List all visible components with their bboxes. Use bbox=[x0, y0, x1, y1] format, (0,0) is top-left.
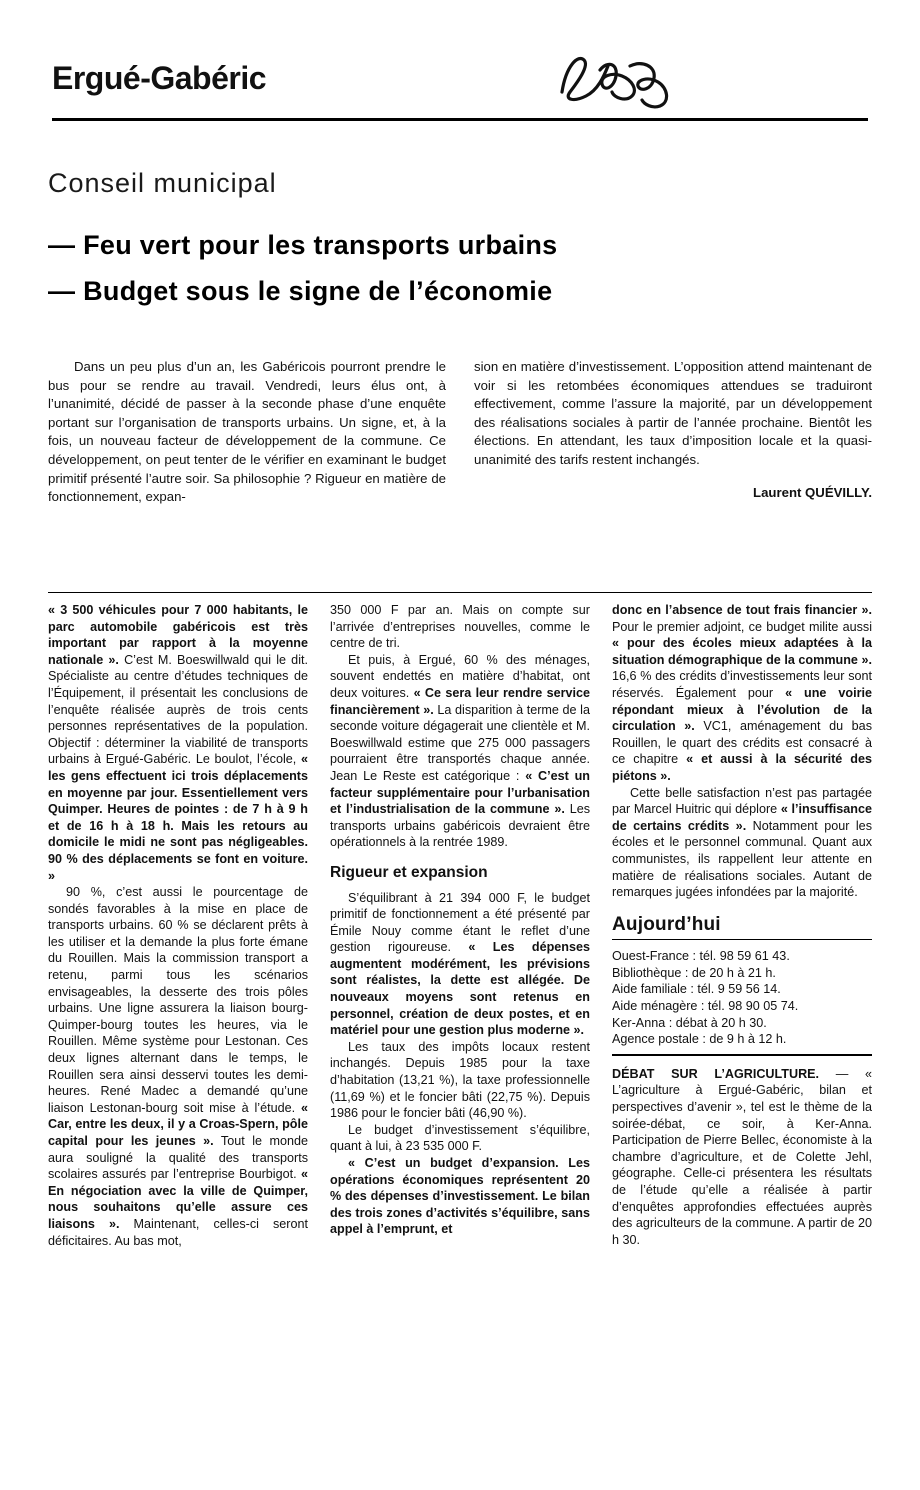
section-divider-aujourdhui bbox=[612, 939, 872, 940]
c1-text-4: Maintenant, celles-ci seront déficitaires. Au bas mot, bbox=[48, 1216, 309, 1248]
c2-text-4: S’équilibrant à 21 394 000 F, le budget primitif de fonctionnement a été présenté par Émile Nouy comme étant le reflet d’une gestion rigoureuse. bbox=[330, 890, 590, 955]
list-item: Aide familiale : tél. 9 59 56 14. bbox=[612, 982, 781, 997]
c3-paragraph-2 bbox=[612, 785, 872, 901]
list-item: Aide ménagère : tél. 98 90 05 74. bbox=[612, 999, 799, 1014]
masthead-divider bbox=[52, 118, 868, 121]
c1-quote-1: « 3 500 véhicules pour 7 000 habitants, le parc automobile gabéricois est très important par rapport à la moyenne nationale ». bbox=[48, 603, 308, 667]
c2-text-1: Et puis, à Ergué, 60 % des ménages, souvent endettés en matière d’habitat, ont deux voitures. bbox=[330, 652, 590, 700]
c3-quote-1: donc en l’absence de tout frais financier ». bbox=[612, 603, 872, 617]
c1-paragraph-2 bbox=[48, 884, 308, 1249]
c1-quote-2: « les gens effectuent ici trois déplacements en moyenne par jour. Essentiellement vers Quimper. Heures de pointes : de 7 h à 9 h et de 16 h à 18 h. Mais les retours au domicile le midi ne sont pas négligeables. 90 % des déplacements se font en voiture. » bbox=[48, 752, 308, 883]
kicker: Conseil municipal bbox=[48, 168, 277, 198]
c2-quote-3: « Les dépenses augmentent modérément, les prévisions sont réalistes, la dette est allégée. De nouveaux moyens sont retenus en personnel, création de deux postes, et en matériel pour une gestion plus moderne ». bbox=[330, 940, 590, 1038]
agenda-title: DÉBAT SUR L’AGRICULTURE. bbox=[612, 1066, 820, 1081]
c3-text-3: VC1, aménagement du bas Rouillen, le quart des crédits est consacré à ce chapitre bbox=[612, 719, 872, 767]
c2-quote-2: « C’est un facteur supplémentaire pour l’urbanisation et l’industrialisation de la commune ». bbox=[330, 768, 590, 817]
lead-column-1 bbox=[48, 358, 446, 507]
masthead bbox=[52, 58, 868, 120]
byline: Laurent QUÉVILLY. bbox=[753, 484, 872, 500]
subheading-rigueur-et-expansion: Rigueur et expansion bbox=[330, 863, 488, 881]
c1-quote-3: « Car, entre les deux, il y a Croas-Spern, pôle capital pour les jeunes ». bbox=[48, 1100, 308, 1148]
list-item: Ker-Anna : débat à 20 h 30. bbox=[612, 1015, 767, 1030]
agenda-text: — « L’agriculture à Ergué-Gabéric, bilan et perspectives d’avenir », tel est le thème de la soirée-débat, ce soir, à Ker-Anna. Participation de Pierre Bellec, économiste à la chambre d’agriculture, et de Colette Jehl, géographe. Celle-ci présentera les résultats de l’étude qu’elle a réalisée à partir d’enquêtes approfondies effectuées auprès des agriculteurs de la commune. A partir de 20 h 30. bbox=[612, 1066, 872, 1247]
c2-text-3: Les transports urbains gabéricois devraient être opérationnels à la rentrée 1989. bbox=[330, 802, 591, 850]
c3-quote-4: « et aussi à la sécurité des piétons ». bbox=[612, 752, 872, 783]
agenda-paragraph bbox=[612, 1066, 872, 1249]
agenda-block bbox=[612, 1066, 872, 1249]
c2-paragraph-5: Le budget d’investissement s’équilibre, quant à lui, à 23 535 000 F. bbox=[330, 1122, 590, 1154]
body-column-3 bbox=[612, 602, 872, 1249]
c3-paragraph-1 bbox=[612, 602, 872, 785]
c1-text-1: C’est M. Boeswillwald qui le dit. Spécialiste au centre d’études techniques de l’Équipement, il présentait les conclusions de l’enquête réalisée auprès de trois cents personnes représentatives de la population. Objectif : déterminer la viabilité de transports urbains à Ergué-Gabéric. Le boulot, l’école, bbox=[48, 652, 308, 767]
lead-section bbox=[48, 358, 872, 507]
section-divider-agenda bbox=[612, 1054, 872, 1056]
c2-paragraph-1: 350 000 F par an. Mais on compte sur l’arrivée d’entreprises nouvelles, comme le centre de tri. bbox=[330, 603, 590, 651]
c3-text-4: Cette belle satisfaction n’est pas partagée par Marcel Huitric qui déplore bbox=[612, 785, 872, 817]
c3-text-2: 16,6 % des crédits d’investissements leur sont réservés. Également pour bbox=[612, 669, 872, 700]
c2-paragraph-3 bbox=[330, 890, 590, 1039]
list-item: Bibliothèque : de 20 h à 21 h. bbox=[612, 965, 776, 980]
c2-quote-1: « Ce sera leur rendre service financièrement ». bbox=[330, 685, 590, 717]
c2-quote-4: « C’est un budget d’expansion. Les opérations économiques représentent 20 % des dépenses d’investissement. Le bilan des trois zones d’activités s’équilibre, sans appel à l’emprunt, et bbox=[330, 1156, 590, 1237]
c1-quote-4: « En négociation avec la ville de Quimper, nous souhaitons qu’elle assure ces liaisons ». bbox=[48, 1167, 308, 1231]
c1-text-3: Tout le monde aura souligné la qualité des transports scolaires assurés par l’entreprise Bourbigot. bbox=[48, 1134, 308, 1182]
headline bbox=[48, 222, 872, 314]
c2-paragraph-4: Les taux des impôts locaux restent inchangés. Depuis 1985 pour la taxe d’habitation (13,21 %), la taxe professionnelle (11,69 %) et le foncier bâti (22,75 %). Depuis 1986 pour le foncier bâti (46,90 %). bbox=[330, 1039, 590, 1121]
body-divider bbox=[48, 592, 872, 593]
c3-quote-2: « pour des écoles mieux adaptées à la situation démographique de la commune ». bbox=[612, 636, 872, 667]
c3-text-5: Notamment pour les écoles et le personnel communal. Quant aux communistes, ils rappellent leur attente en matière de réalisations sociales. Autant de remarques jugées infondées par la majorité. bbox=[612, 818, 872, 900]
headline-line-1: — Feu vert pour les transports urbains bbox=[48, 230, 558, 260]
body-column-1 bbox=[48, 602, 308, 1249]
c1-text-2: 90 %, c’est aussi le pourcentage de sondés favorables à la mise en place de transports urbains. 60 % se déclarent prêts à les utiliser et la demande la plus forte émane du Rouillen. Mais la commission transport a retenu, parmi tous les scénarios envisageables, la desserte des trois pôles urbains. Une ligne assurera la liaison bourg-Quimper-bourg toutes les heures, via le Rouillen. Même système pour Lestonan. Ces deux lignes alternant dans le temps, le Rouillen sera ainsi desservi toutes les demi-heures. René Madec a demandé qu’une liaison Lestonan-bourg soit mise à l’étude. bbox=[48, 885, 308, 1115]
c3-text-1: Pour le premier adjoint, ce budget milite aussi bbox=[612, 619, 872, 634]
headline-line-2: — Budget sous le signe de l’économie bbox=[48, 276, 553, 306]
body-columns bbox=[48, 602, 872, 1249]
page-title: Ergué-Gabéric bbox=[52, 60, 267, 96]
lead-column-2 bbox=[474, 358, 872, 507]
c2-paragraph-6 bbox=[330, 1155, 590, 1238]
list-item: Agence postale : de 9 h à 12 h. bbox=[612, 1032, 787, 1047]
c2-text-2: La disparition à terme de la seconde voiture dégagerait une clientèle et M. Boeswillwald estime que 275 000 passagers pourraient être transportés chaque année. Jean Le Reste est catégorique : bbox=[330, 702, 590, 783]
body-column-2 bbox=[330, 602, 590, 1249]
c3-quote-5: « l’insuffisance de certains crédits ». bbox=[612, 802, 872, 833]
today-info-list bbox=[612, 948, 872, 1048]
list-item: Ouest-France : tél. 98 59 61 43. bbox=[612, 949, 790, 964]
c2-paragraph-2 bbox=[330, 652, 590, 851]
section-title-aujourdhui: Aujourd’hui bbox=[612, 913, 721, 935]
lead-paragraph-1: Dans un peu plus d’un an, les Gabéricois pourront prendre le bus pour se rendre au travail. Vendredi, leurs élus ont, à l’unanimité, décidé de passer à la seconde phase d’une enquête portant sur l’organisation de transports urbains. Un signe, et, à la fois, un nouveau facteur de développement de la commune. Ce développement, on peut tenter de le vérifier en examinant le budget primitif présenté l’autre soir. Sa philosophie ? Rigueur en matière de fonctionnement, expan- bbox=[48, 359, 446, 505]
c3-quote-3: « une voirie répondant mieux à l’évolution de la circulation ». bbox=[612, 685, 872, 734]
lead-paragraph-2: sion en matière d’investissement. L’opposition attend maintenant de voir si les retombées économiques attendues se traduiront effectivement, comme l’assure la majorité, par un développement des réalisations sociales à partir de l’année prochaine. Bientôt les élections. En attendant, les taux d’imposition locale et la quasi-unanimité des tarifs restent inchangés. bbox=[474, 359, 872, 467]
c1-paragraph-1 bbox=[48, 602, 308, 884]
